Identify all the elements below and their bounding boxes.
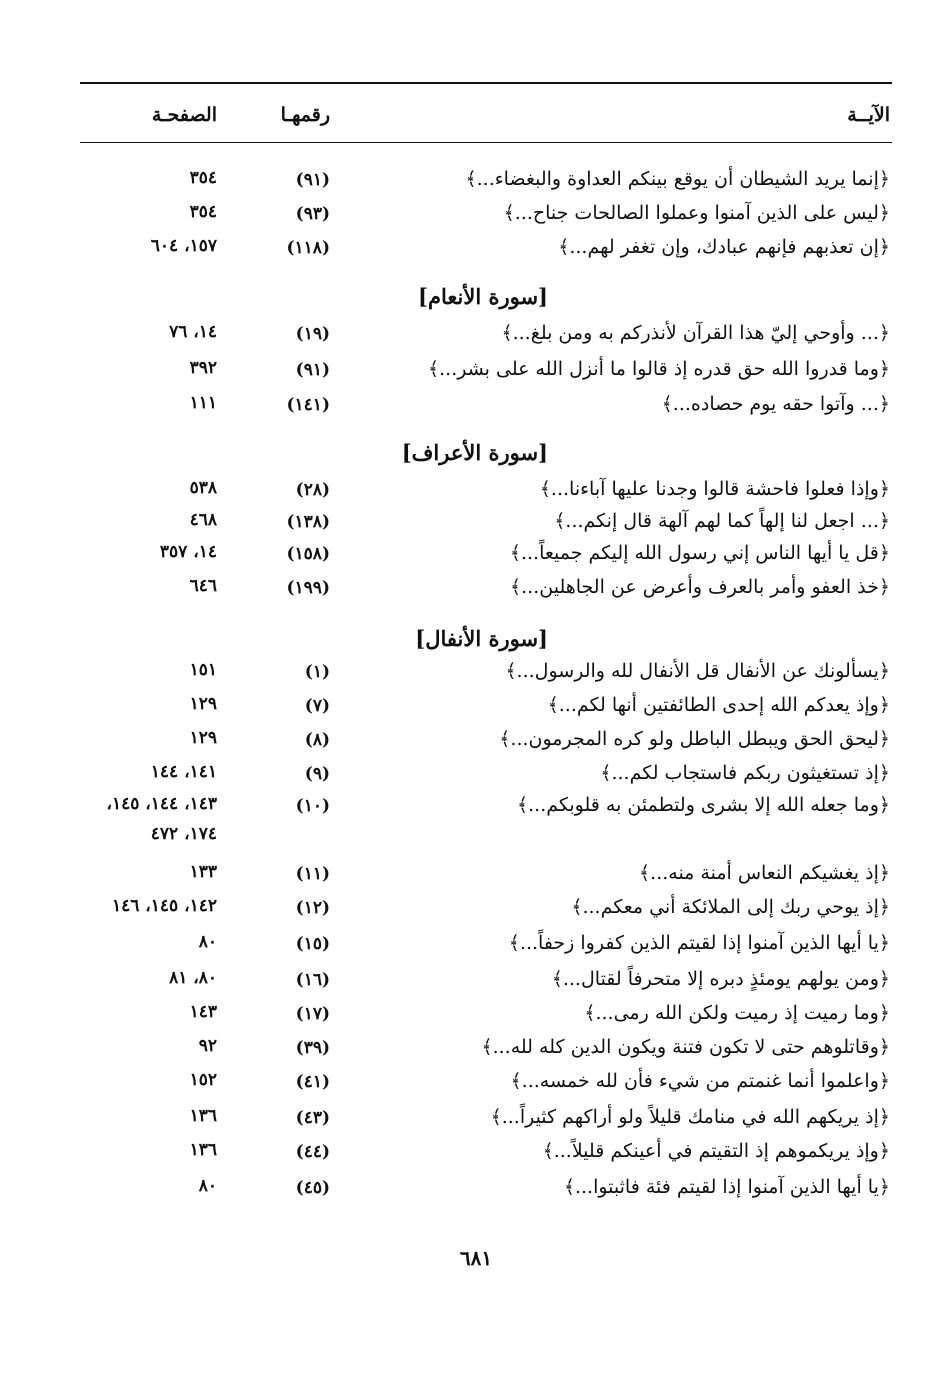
page-refs: ٥٣٨ (189, 478, 217, 498)
page-refs: ١٤، ٧٦ (169, 322, 217, 342)
page-refs: ١٤٣، ١٤٤، ١٤٥، (106, 794, 217, 814)
index-row (0, 896, 952, 930)
ayah-text: ﴿إن تعذبهم فإنهم عبادك، وإن تغفر لهم...﴾ (558, 236, 890, 258)
ayah-text: ﴿وما جعله الله إلا بشرى ولتطمئن به قلوبكم...﴾ (517, 794, 890, 816)
index-row (0, 1106, 952, 1140)
ayah-text: ﴿... اجعل لنا إلهاً كما لهم آلهة قال إنكم...﴾ (554, 510, 890, 532)
ayah-text: ﴿إذ يوحي ربك إلى الملائكة أني معكم...﴾ (571, 896, 890, 918)
ayah-text: ﴿ليس على الذين آمنوا وعملوا الصالحات جناح...﴾ (503, 202, 890, 224)
ayah-text: ﴿يسألونك عن الأنفال قل الأنفال لله والرسول...﴾ (505, 660, 890, 682)
ayah-text: ﴿يا أيها الذين آمنوا إذا لقيتم الذين كفروا زحفاً...﴾ (508, 932, 890, 954)
page-refs: ١٧٤، ٤٧٢ (150, 824, 217, 844)
ayah-number: (٤١) (295, 1072, 330, 1092)
index-row (0, 1140, 952, 1174)
index-row (0, 542, 952, 576)
ayah-number: (١١) (295, 864, 330, 884)
ayah-text: ﴿إذ يغشيكم النعاس أمنة منه...﴾ (639, 862, 890, 884)
ayah-text: ﴿خذ العفو وأمر بالعرف وأعرض عن الجاهلين...﴾ (510, 576, 890, 598)
ayah-text: ﴿ليحق الحق ويبطل الباطل ولو كره المجرمون...﴾ (499, 728, 890, 750)
ayah-text: ﴿وإذا فعلوا فاحشة قالوا وجدنا عليها آباءنا...﴾ (539, 478, 890, 500)
index-row (0, 1176, 952, 1210)
index-row (0, 202, 952, 236)
ayah-text: ﴿قل يا أيها الناس إني رسول الله إليكم جميعاً...﴾ (509, 542, 890, 564)
surah-heading: [سورة الأعراف] (401, 440, 548, 465)
ayah-text: ﴿إذ يريكهم الله في منامك قليلاً ولو أراكهم كثيراً...﴾ (490, 1106, 890, 1128)
page-refs: ٦٤٦ (189, 576, 217, 596)
page-refs: ١٢٩ (189, 694, 217, 714)
page-refs: ١٣٦ (189, 1140, 217, 1160)
ayah-text: ﴿وما رميت إذ رميت ولكن الله رمى...﴾ (584, 1002, 890, 1024)
index-row (0, 322, 952, 356)
ayah-text: ﴿وإذ يريكموهم إذ التقيتم في أعينكم قليلاً...﴾ (542, 1140, 890, 1162)
page-refs: ١٤٣ (189, 1002, 217, 1022)
ayah-text: ﴿ومن يولهم يومئذٍ دبره إلا متحرفاً لقتال...﴾ (551, 968, 890, 990)
index-row (0, 168, 952, 202)
ayah-text: ﴿وما قدروا الله حق قدره إذ قالوا ما أنزل الله على بشر...﴾ (427, 358, 890, 380)
ayah-text: ﴿إنما يريد الشيطان أن يوقع بينكم العداوة والبغضاء...﴾ (465, 168, 890, 190)
index-row (0, 478, 952, 512)
page-refs: ١٣٣ (189, 862, 217, 882)
ayah-number: (١٥) (295, 934, 330, 954)
ayah-text: ﴿واعلموا أنما غنمتم من شيء فأن لله خمسه...﴾ (510, 1070, 890, 1092)
index-row (0, 510, 952, 544)
ayah-number: (١٠) (295, 796, 330, 816)
ayah-number: (٩) (304, 764, 330, 784)
ayah-number: (٤٤) (295, 1142, 330, 1162)
ayah-number: (٢٨) (295, 480, 330, 500)
ayah-number: (٧) (304, 696, 330, 716)
ayah-number: (١٥٨) (286, 544, 330, 564)
page-refs: ٣٥٤ (189, 202, 217, 222)
index-row (0, 862, 952, 896)
page-number: ٦٨١ (459, 1246, 493, 1270)
index-row (0, 762, 952, 796)
ayah-text: ﴿يا أيها الذين آمنوا إذا لقيتم فئة فاثبتوا...﴾ (563, 1176, 890, 1198)
page-refs: ٨٠ (198, 932, 217, 952)
index-row (0, 728, 952, 762)
header-rule (80, 142, 892, 143)
page-refs: ٣٥٤ (189, 168, 217, 188)
page-refs: ٨٠، ٨١ (169, 968, 217, 988)
page-refs: ٨٠ (198, 1176, 217, 1196)
ayah-number: (٣٩) (295, 1038, 330, 1058)
page-refs: ١٥٢ (189, 1070, 217, 1090)
ayah-text: ﴿... وآتوا حقه يوم حصاده...﴾ (661, 393, 890, 415)
index-row (0, 1036, 952, 1070)
ayah-text: ﴿وإذ يعدكم الله إحدى الطائفتين أنها لكم...﴾ (547, 694, 890, 716)
ayah-number: (١٩٩) (286, 578, 330, 598)
index-row (0, 694, 952, 728)
index-row (0, 968, 952, 1002)
ayah-number: (٨) (304, 730, 330, 750)
index-row (0, 794, 952, 828)
index-row (0, 393, 952, 427)
ayah-text: ﴿وقاتلوهم حتى لا تكون فتنة ويكون الدين كله لله...﴾ (481, 1036, 890, 1058)
page-refs: ١١١ (189, 393, 217, 413)
ayah-text: ﴿... وأوحي إليّ هذا القرآن لأنذركم به ومن بلغ...﴾ (501, 322, 890, 344)
ayah-number: (١) (304, 662, 330, 682)
index-row (0, 660, 952, 694)
page-refs: ٣٩٢ (189, 358, 217, 378)
page-refs: ١٥٧، ٦٠٤ (150, 236, 217, 256)
page-refs: ٩٢ (198, 1036, 217, 1056)
surah-heading: [سورة الأنعام] (418, 284, 548, 309)
index-row (0, 1002, 952, 1036)
index-row (0, 932, 952, 966)
index-row (0, 236, 952, 270)
header-number: رقمهـا (280, 104, 330, 126)
index-row-continuation (0, 824, 952, 858)
ayah-number: (١٣٨) (286, 512, 330, 532)
top-rule (80, 82, 892, 84)
ayah-number: (٩١) (295, 170, 330, 190)
ayah-number: (١٩) (295, 324, 330, 344)
page-refs: ١٥١ (189, 660, 217, 680)
ayah-number: (١٤١) (286, 395, 330, 415)
ayah-number: (١٦) (295, 970, 330, 990)
index-row (0, 1070, 952, 1104)
ayah-number: (١٧) (295, 1004, 330, 1024)
ayah-number: (٤٣) (295, 1108, 330, 1128)
header-ayah: الآيــة (847, 104, 890, 126)
surah-heading: [سورة الأنفال] (415, 626, 548, 651)
ayah-number: (١٢) (295, 898, 330, 918)
page-refs: ١٢٩ (189, 728, 217, 748)
ayah-number: (٤٥) (295, 1178, 330, 1198)
ayah-number: (٩٣) (295, 204, 330, 224)
ayah-number: (١١٨) (286, 238, 330, 258)
page-refs: ٤٦٨ (189, 510, 217, 530)
page-refs: ١٣٦ (189, 1106, 217, 1126)
index-row (0, 358, 952, 392)
index-row (0, 576, 952, 610)
page-refs: ١٤، ٣٥٧ (159, 542, 217, 562)
header-page: الصفحـة (151, 104, 217, 126)
page-refs: ١٤١، ١٤٤ (150, 762, 217, 782)
page-refs: ١٤٢، ١٤٥، ١٤٦ (111, 896, 217, 916)
ayah-number: (٩١) (295, 360, 330, 380)
ayah-text: ﴿إذ تستغيثون ربكم فاستجاب لكم...﴾ (600, 762, 890, 784)
